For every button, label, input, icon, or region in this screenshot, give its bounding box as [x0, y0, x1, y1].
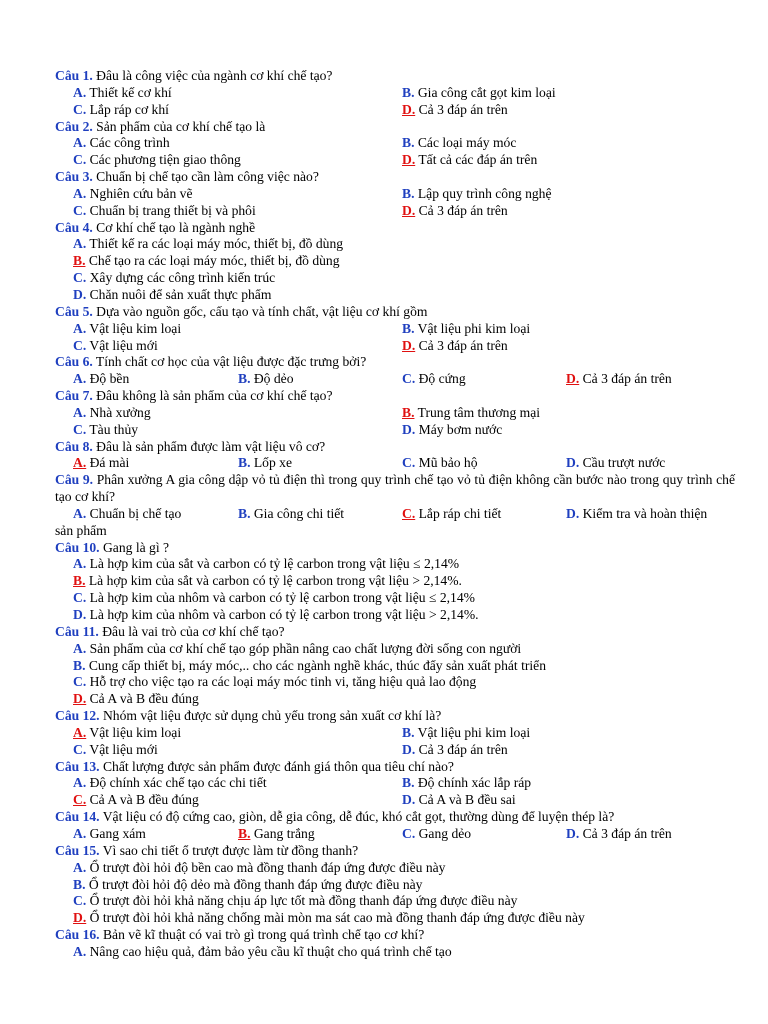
option-text: Độ dẻo — [250, 371, 294, 387]
answer-option[interactable] — [73, 186, 193, 203]
option-text: Chăn nuôi để sản xuất thực phẩm — [86, 286, 272, 302]
answer-option[interactable] — [402, 422, 502, 439]
answer-option[interactable] — [55, 270, 735, 287]
option-letter: C. — [73, 792, 87, 808]
question-text: Dựa vào nguồn gốc, cấu tạo và tính chất, vật liệu cơ khí gồm — [92, 303, 428, 319]
question-stem — [55, 472, 735, 506]
answer-option[interactable] — [566, 826, 672, 843]
answer-option[interactable] — [73, 321, 181, 338]
question-stem — [55, 388, 735, 405]
options-list — [55, 944, 735, 961]
question-text: Vật liệu có độ cứng cao, giòn, dễ gia công, dễ đúc, khó cắt gọt, thường dùng để luyện thép là? — [99, 809, 615, 825]
question-stem — [55, 843, 735, 860]
option-text: Trung tâm thương mại — [414, 404, 541, 420]
option-text: Cả 3 đáp án trên — [579, 825, 672, 841]
option-letter: D. — [566, 371, 580, 387]
answer-option[interactable] — [566, 371, 672, 388]
option-letter: C. — [73, 590, 87, 606]
question-text: Đâu không là sản phẩm của cơ khí chế tạo? — [92, 388, 333, 404]
option-text: Là hợp kim của nhôm và carbon có tỷ lệ carbon trong vật liệu > 2,14%. — [86, 607, 479, 622]
question-block — [55, 708, 735, 759]
option-text: Độ cứng — [415, 371, 466, 387]
options-list — [55, 236, 735, 303]
option-letter: B. — [238, 825, 251, 841]
question-block — [55, 927, 735, 961]
options-row — [55, 742, 735, 759]
question-block — [55, 68, 735, 119]
options-list — [55, 860, 735, 927]
options-row — [55, 775, 735, 792]
question-text: Tính chất cơ học của vật liệu được đặc trưng bởi? — [92, 354, 367, 370]
question-text: Đâu là công việc của ngành cơ khí chế tạo? — [92, 68, 333, 83]
option-letter: C. — [73, 893, 87, 909]
answer-option[interactable] — [238, 506, 344, 523]
option-text: Chuẩn bị trang thiết bị và phôi — [86, 202, 256, 218]
question-text: Bản vẽ kĩ thuật có vai trò gì trong quá trình chế tạo cơ khí? — [99, 927, 425, 943]
options-row — [55, 203, 735, 220]
question-number: Câu 8. — [55, 438, 93, 454]
option-letter: D. — [402, 792, 416, 808]
option-text: Độ bền — [86, 371, 130, 387]
question-block — [55, 843, 735, 927]
option-letter: B. — [402, 404, 415, 420]
answer-option[interactable] — [566, 506, 707, 523]
option-text: Cả 3 đáp án trên — [579, 371, 672, 387]
answer-option[interactable] — [238, 371, 294, 388]
option-letter: B. — [402, 135, 415, 151]
answer-option[interactable] — [55, 641, 735, 658]
question-block — [55, 472, 735, 539]
answer-option[interactable] — [402, 742, 508, 759]
option-text: Cả A và B đều sai — [415, 792, 516, 808]
option-text: Lốp xe — [250, 455, 292, 471]
option-text: Các loại máy móc — [414, 135, 517, 151]
option-letter: D. — [402, 337, 416, 353]
answer-option[interactable] — [55, 590, 735, 607]
question-block — [55, 354, 735, 388]
option-text: Gang dẻo — [415, 825, 472, 841]
answer-option[interactable] — [402, 338, 508, 355]
option-text: Cả 3 đáp án trên — [415, 101, 508, 117]
answer-option[interactable] — [402, 203, 508, 220]
question-stem — [55, 354, 735, 371]
option-text: Ổ trượt đòi hỏi khả năng chịu áp lực tốt mà đồng thanh đáp ứng được điều này — [86, 893, 518, 909]
option-letter: D. — [402, 421, 416, 437]
question-number: Câu 16. — [55, 927, 100, 943]
option-text: Đá mài — [86, 455, 130, 471]
option-text: Kiểm tra và hoàn thiện — [579, 505, 708, 521]
options-row — [55, 422, 735, 439]
question-block — [55, 624, 735, 708]
question-text: Đâu là vai trò của cơ khí chế tạo? — [98, 623, 285, 639]
option-text: Các phương tiện giao thông — [86, 152, 241, 168]
question-number: Câu 14. — [55, 809, 100, 825]
option-text: Vật liệu kim loại — [86, 320, 182, 336]
option-text: Cả A và B đều đúng — [86, 691, 199, 707]
option-letter: C. — [73, 152, 87, 168]
option-text: Cả 3 đáp án trên — [415, 741, 508, 757]
question-text: Chuẩn bị chế tạo cần làm công việc nào? — [92, 169, 319, 185]
question-stem — [55, 220, 735, 237]
option-letter: A. — [73, 724, 87, 740]
option-text: Tàu thủy — [86, 421, 139, 437]
option-text: Cả 3 đáp án trên — [415, 202, 508, 218]
answer-option[interactable] — [55, 607, 735, 624]
options-row — [55, 102, 735, 119]
option-text: Là hợp kim của nhôm và carbon có tỷ lệ carbon trong vật liệu ≤ 2,14% — [86, 590, 475, 606]
question-text: Chất lượng được sản phẩm được đánh giá thôn qua tiêu chí nào? — [99, 758, 454, 774]
option-text: Thiết kế cơ khí — [86, 84, 172, 100]
option-text: Chuẩn bị chế tạo — [86, 505, 182, 521]
answer-option[interactable] — [73, 371, 129, 388]
option-text: Cung cấp thiết bị, máy móc,.. cho các ngành nghề khác, thúc đẩy sản xuất phát triển — [85, 657, 547, 673]
options-row — [55, 338, 735, 355]
question-number: Câu 4. — [55, 219, 93, 235]
option-text: Mũ bảo hộ — [415, 455, 478, 471]
answer-option[interactable] — [73, 405, 151, 422]
option-text: Nâng cao hiệu quả, đảm bảo yêu cầu kĩ thuật cho quá trình chế tạo — [86, 943, 452, 959]
option-letter: A. — [73, 320, 87, 336]
answer-option[interactable] — [55, 253, 735, 270]
option-letter: B. — [73, 876, 86, 892]
question-block — [55, 759, 735, 810]
option-text: Vật liệu kim loại — [86, 724, 182, 740]
option-text: Vật liệu phi kim loại — [414, 724, 531, 740]
option-text: Lắp ráp chi tiết — [415, 505, 502, 521]
question-number: Câu 13. — [55, 758, 100, 774]
answer-option[interactable] — [402, 102, 508, 119]
option-text: Gia công cắt gọt kim loại — [414, 84, 556, 100]
answer-option[interactable] — [73, 826, 146, 843]
option-letter: C. — [402, 505, 416, 521]
option-text: Gang xám — [86, 825, 146, 841]
option-letter: A. — [73, 185, 87, 201]
answer-option[interactable] — [55, 674, 735, 691]
question-text: Sản phẩm của cơ khí chế tạo là — [92, 118, 266, 134]
option-text: Vật liệu mới — [86, 337, 158, 353]
options-row — [55, 371, 735, 388]
option-text: Vật liệu mới — [86, 741, 158, 757]
answer-option[interactable] — [402, 186, 552, 203]
answer-option[interactable] — [73, 152, 241, 169]
option-letter: B. — [73, 573, 86, 589]
option-text: Sản phẩm của cơ khí chế tạo góp phần nâng cao chất lượng đời sống con người — [86, 640, 522, 656]
option-letter: C. — [73, 337, 87, 353]
question-stem — [55, 68, 735, 85]
option-letter: B. — [402, 320, 415, 336]
answer-option[interactable] — [55, 893, 735, 910]
option-letter: A. — [73, 825, 87, 841]
option-letter: C. — [402, 455, 416, 471]
option-letter: D. — [566, 455, 580, 471]
document-body — [55, 68, 735, 961]
answer-option[interactable] — [55, 658, 735, 675]
question-number: Câu 12. — [55, 708, 100, 724]
answer-option[interactable] — [402, 135, 516, 152]
option-text: Chế tạo ra các loại máy móc, thiết bị, đồ dùng — [85, 253, 340, 269]
question-block — [55, 119, 735, 170]
option-letter: C. — [402, 825, 416, 841]
option-letter: C. — [73, 270, 87, 286]
option-text: Lắp ráp cơ khí — [86, 101, 169, 117]
answer-option[interactable] — [73, 775, 267, 792]
option-text: Cả 3 đáp án trên — [415, 337, 508, 353]
question-number: Câu 11. — [55, 623, 99, 639]
options-row — [55, 135, 735, 152]
answer-option[interactable] — [55, 556, 735, 573]
option-letter: D. — [402, 741, 416, 757]
answer-option[interactable] — [73, 725, 181, 742]
options-row — [55, 321, 735, 338]
answer-option[interactable] — [55, 910, 735, 927]
option-letter: A. — [73, 371, 87, 387]
answer-option[interactable] — [73, 102, 169, 119]
answer-option[interactable] — [55, 860, 735, 877]
option-letter: B. — [402, 724, 415, 740]
option-letter: D. — [73, 910, 87, 926]
options-row — [55, 186, 735, 203]
question-text: Cơ khí chế tạo là ngành nghề — [92, 219, 256, 235]
option-letter: B. — [238, 371, 251, 387]
option-text: Hỗ trợ cho việc tạo ra các loại máy móc tinh vi, tăng hiệu quả lao động — [86, 674, 477, 690]
answer-option[interactable] — [402, 405, 540, 422]
option-text: Là hợp kim của sắt và carbon có tỷ lệ carbon trong vật liệu ≤ 2,14% — [86, 556, 460, 572]
answer-option[interactable] — [402, 455, 478, 472]
question-number: Câu 10. — [55, 539, 100, 555]
question-number: Câu 3. — [55, 169, 93, 185]
question-stem — [55, 708, 735, 725]
option-text: Cả A và B đều đúng — [86, 792, 199, 808]
answer-option[interactable] — [73, 203, 256, 220]
question-stem — [55, 809, 735, 826]
question-stem — [55, 540, 735, 557]
option-letter: A. — [73, 236, 87, 252]
option-text: Ổ trượt đòi hỏi độ dẻo mà đồng thanh đáp ứng được điều này — [85, 876, 423, 892]
question-block — [55, 169, 735, 220]
answer-option[interactable] — [73, 742, 158, 759]
options-row — [55, 85, 735, 102]
option-text: Lập quy trình công nghệ — [414, 185, 552, 201]
option-text: Là hợp kim của sắt và carbon có tỷ lệ carbon trong vật liệu > 2,14%. — [85, 573, 462, 589]
option-text: Máy bơm nước — [415, 421, 503, 437]
answer-option[interactable] — [238, 455, 292, 472]
option-letter: A. — [73, 859, 87, 875]
option-letter: C. — [402, 371, 416, 387]
answer-option[interactable] — [55, 573, 735, 590]
answer-option[interactable] — [402, 792, 516, 809]
options-row — [55, 506, 735, 523]
option-text: Ổ trượt đòi hỏi độ bền cao mà đồng thanh đáp ứng được điều này — [86, 859, 446, 875]
option-letter: D. — [73, 691, 87, 707]
question-block — [55, 388, 735, 439]
answer-option[interactable] — [55, 236, 735, 253]
answer-option[interactable] — [73, 792, 199, 809]
question-text: Phân xưởng A gia công dập vỏ tủ điện thì trong quy trình chế tạo vỏ tủ điện không cần bước nào trong quy trình chế tạo cơ khí? — [55, 472, 735, 505]
answer-option[interactable] — [402, 152, 537, 169]
question-stem — [55, 169, 735, 186]
option-letter: B. — [73, 657, 86, 673]
question-number: Câu 1. — [55, 68, 93, 83]
option-letter: A. — [73, 135, 87, 151]
option-letter: D. — [73, 286, 87, 302]
question-number: Câu 5. — [55, 303, 93, 319]
answer-option[interactable] — [402, 321, 530, 338]
answer-option[interactable] — [238, 826, 315, 843]
option-text: Các công trình — [86, 135, 170, 151]
option-text: Cầu trượt nước — [579, 455, 666, 471]
option-letter: B. — [238, 505, 251, 521]
answer-option[interactable] — [73, 338, 158, 355]
option-text: Thiết kế ra các loại máy móc, thiết bị, đồ dùng — [86, 236, 344, 252]
option-text: Vật liệu phi kim loại — [414, 320, 531, 336]
answer-option[interactable] — [73, 506, 181, 523]
answer-option[interactable] — [73, 85, 172, 102]
option-text: Gia công chi tiết — [250, 505, 345, 521]
options-row — [55, 152, 735, 169]
option-letter: D. — [566, 505, 580, 521]
answer-option[interactable] — [402, 506, 501, 523]
answer-option[interactable] — [55, 691, 735, 708]
options-row — [55, 455, 735, 472]
options-list — [55, 641, 735, 708]
option-letter: A. — [73, 84, 87, 100]
option-letter: C. — [73, 741, 87, 757]
option-letter: D. — [402, 152, 416, 168]
option-letter: B. — [238, 455, 251, 471]
answer-option[interactable] — [402, 725, 530, 742]
answer-option[interactable] — [55, 944, 735, 961]
question-stem — [55, 759, 735, 776]
question-stem — [55, 304, 735, 321]
options-row — [55, 826, 735, 843]
option-letter: A. — [73, 505, 87, 521]
answer-option[interactable] — [55, 287, 735, 304]
answer-option[interactable] — [73, 135, 170, 152]
question-text: Nhóm vật liệu được sử dụng chủ yếu trong sản xuất cơ khí là? — [99, 708, 442, 724]
option-letter: B. — [402, 84, 415, 100]
question-text: Vì sao chi tiết ổ trượt được làm từ đồng thanh? — [99, 842, 359, 858]
question-block — [55, 540, 735, 624]
option-letter: A. — [73, 556, 87, 572]
question-text: Đâu là sản phẩm được làm vật liệu vô cơ? — [92, 438, 326, 454]
option-letter: B. — [402, 775, 415, 791]
option-letter: A. — [73, 640, 87, 656]
options-row — [55, 792, 735, 809]
option-letter: D. — [566, 825, 580, 841]
option-letter: A. — [73, 775, 87, 791]
question-stem — [55, 624, 735, 641]
question-stem — [55, 119, 735, 136]
question-number: Câu 9. — [55, 472, 94, 488]
answer-option[interactable] — [402, 85, 556, 102]
answer-option[interactable] — [402, 826, 471, 843]
question-block — [55, 809, 735, 843]
option-text: Độ chính xác lắp ráp — [414, 775, 532, 791]
option-letter: A. — [73, 455, 87, 471]
option-text: Độ chính xác chế tạo các chi tiết — [86, 775, 267, 791]
option-continuation: sản phẩm — [55, 522, 107, 538]
answer-option[interactable] — [402, 371, 466, 388]
option-text: Tất cả các đáp án trên — [415, 152, 538, 168]
option-letter: D. — [73, 607, 87, 622]
answer-option[interactable] — [402, 775, 531, 792]
option-letter: A. — [73, 943, 87, 959]
answer-option[interactable] — [566, 455, 665, 472]
option-letter: C. — [73, 202, 87, 218]
question-number: Câu 2. — [55, 118, 93, 134]
question-stem — [55, 439, 735, 456]
question-number: Câu 7. — [55, 388, 93, 404]
option-letter: C. — [73, 421, 87, 437]
question-number: Câu 6. — [55, 354, 93, 370]
options-row — [55, 725, 735, 742]
option-text: Nghiên cứu bản vẽ — [86, 185, 193, 201]
option-letter: B. — [73, 253, 86, 269]
question-stem — [55, 927, 735, 944]
option-text: Xây dựng các công trình kiến trúc — [86, 270, 276, 286]
option-letter: A. — [73, 404, 87, 420]
answer-option[interactable] — [73, 422, 138, 439]
question-text: Gang là gì ? — [99, 539, 170, 555]
option-letter: D. — [402, 202, 416, 218]
option-letter: C. — [73, 101, 87, 117]
question-block — [55, 304, 735, 355]
option-text: Gang trắng — [250, 825, 315, 841]
option-letter: D. — [402, 101, 416, 117]
answer-option[interactable] — [55, 877, 735, 894]
option-text: Nhà xưởng — [86, 404, 151, 420]
answer-option[interactable] — [73, 455, 129, 472]
question-block — [55, 220, 735, 304]
option-text: Ổ trượt đòi hỏi khả năng chống mài mòn ma sát cao mà đồng thanh đáp ứng được điều này — [86, 910, 585, 926]
option-letter: B. — [402, 185, 415, 201]
question-block — [55, 439, 735, 473]
question-number: Câu 15. — [55, 842, 100, 858]
option-letter: C. — [73, 674, 87, 690]
options-list — [55, 556, 735, 623]
options-row — [55, 405, 735, 422]
